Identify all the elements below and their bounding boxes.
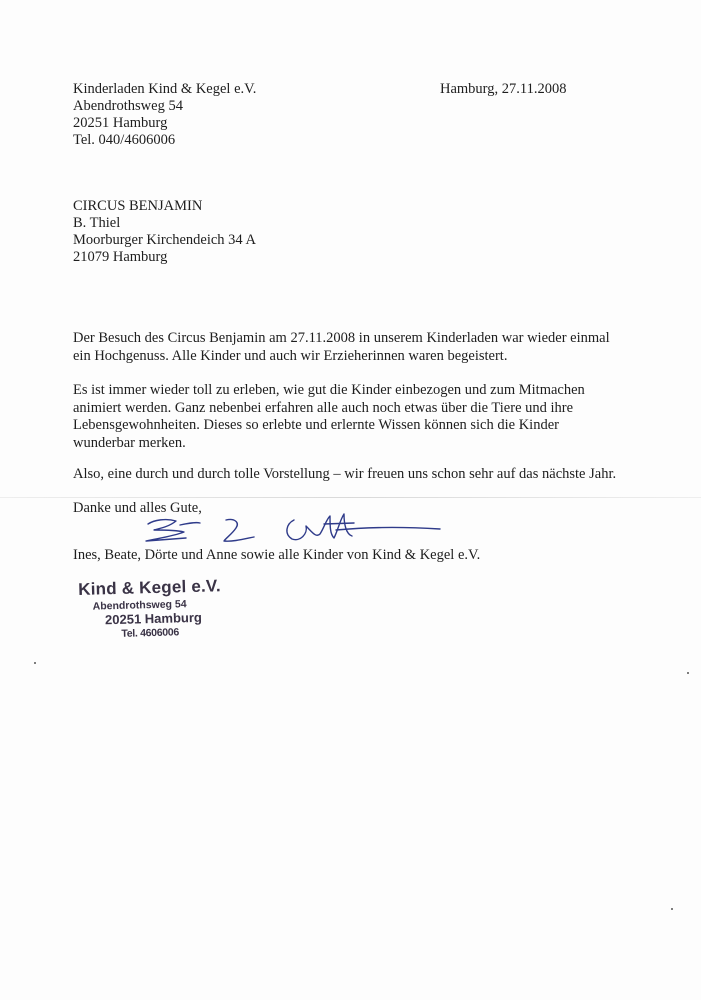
stamp-line: Abendrothsweg 54 (92, 598, 187, 613)
scan-speck (34, 662, 36, 664)
stamp-line: Kind & Kegel e.V. (78, 576, 222, 599)
body-line: ein Hochgenuss. Alle Kinder und auch wir Erzieherinnen waren begeistert. (73, 347, 508, 364)
handwritten-signature (140, 508, 450, 550)
date-line: Hamburg, 27.11.2008 (440, 81, 567, 97)
rubber-stamp (78, 576, 240, 642)
body-paragraph-3 (73, 466, 633, 484)
sender-name: Kinderladen Kind & Kegel e.V. (73, 81, 257, 97)
sender-city: 20251 Hamburg (73, 115, 168, 131)
recipient-contact: B. Thiel (73, 215, 121, 231)
scan-speck (687, 672, 689, 674)
paper-fold-line (0, 497, 701, 498)
sender-street: Abendrothsweg 54 (73, 98, 183, 114)
scan-speck (671, 908, 673, 910)
recipient-name: CIRCUS BENJAMIN (73, 198, 203, 214)
closing-line: Danke und alles Gute, (73, 500, 202, 516)
body-line: Der Besuch des Circus Benjamin am 27.11.2008 in unserem Kinderladen war wieder einmal (73, 330, 610, 346)
recipient-city: 21079 Hamburg (73, 249, 168, 265)
sender-phone: Tel. 040/4606006 (73, 132, 176, 148)
body-line: Also, eine durch und durch tolle Vorstellung – wir freuen uns schon sehr auf das nächste Jahr. (73, 466, 617, 482)
body-paragraph-1 (73, 330, 633, 365)
signers-line: Ines, Beate, Dörte und Anne sowie alle Kinder von Kind & Kegel e.V. (73, 547, 481, 563)
body-paragraph-2 (73, 382, 633, 452)
body-line: wunderbar merken. (73, 434, 186, 451)
stamp-line: Tel. 4606006 (121, 626, 180, 640)
stamp-line: 20251 Hamburg (104, 609, 203, 628)
body-line: animiert werden. Ganz nebenbei erfahren alle auch noch etwas über die Tiere und ihre (73, 399, 574, 416)
body-line: Lebensgewohnheiten. Dieses so erlebte und erlernte Wissen können sich die Kinder (73, 417, 559, 433)
body-line: Es ist immer wieder toll zu erleben, wie gut die Kinder einbezogen und zum Mitmachen (73, 382, 585, 398)
recipient-street: Moorburger Kirchendeich 34 A (73, 232, 256, 248)
